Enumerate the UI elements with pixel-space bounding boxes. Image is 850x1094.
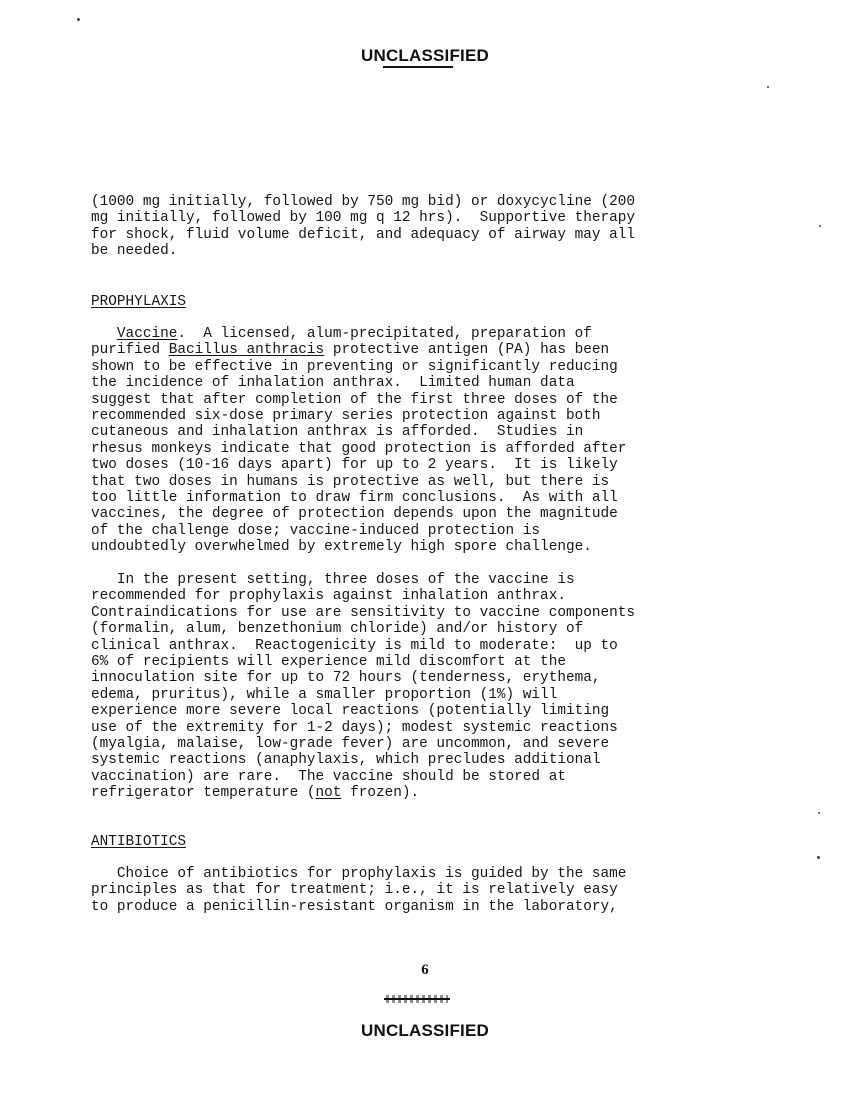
- antibiotics-heading: ANTIBIOTICS: [91, 834, 186, 850]
- vaccine-text-b: protective antigen (PA) has been shown to be effective in preventing or significantly reducing the incidence of inhalation anthrax. Limited human data suggest that after completion of the first three doses of the recommended six-dose primary series protection against both cutaneous and inhalation anthrax is afforded. Studies in rhesus monkeys indicate that good protection is afforded after two doses (10-16 days apart) for up to 2 years. It is likely that two doses in humans is protective as well, but there is too little information to draw firm conclusions. As with all vaccines, the degree of protection depends upon the magnitude of the challenge dose; vaccine-induced protection is undoubtedly overwhelmed by extremely high spore challenge.: [91, 342, 627, 556]
- scan-speck: [767, 86, 769, 88]
- page-number: 6: [421, 962, 429, 978]
- scan-speck: [818, 812, 820, 814]
- not-emphasis: not: [315, 785, 342, 802]
- bottom-classification-marking: UNCLASSIFIED: [360, 1021, 490, 1040]
- vaccine-indent: [91, 326, 117, 342]
- setting-text-b: frozen).: [341, 785, 420, 802]
- setting-paragraph: [91, 572, 791, 802]
- top-struck-marking: [383, 62, 453, 72]
- prophylaxis-heading: PROPHYLAXIS: [91, 294, 186, 310]
- continuation-paragraph: (1000 mg initially, followed by 750 mg bid) or doxycycline (200 mg initially, followed by 100 mg q 12 hrs). Supportive therapy for shock, fluid volume deficit, and adequacy of airway may all be needed.: [91, 194, 636, 260]
- scan-speck: [817, 856, 820, 859]
- scan-speck: [819, 225, 821, 227]
- vaccine-label: Vaccine: [116, 326, 178, 342]
- antibiotics-paragraph: Choice of antibiotics for prophylaxis is guided by the same principles as that for treatment; i.e., it is relatively easy to produce a penicillin-resistant organism in the laboratory,: [91, 866, 627, 915]
- scan-speck: [77, 18, 80, 21]
- top-classification-marking: UNCLASSIFIED: [360, 46, 490, 65]
- top-strikethrough-bar: [383, 66, 453, 68]
- vaccine-text-a: . A licensed, alum-precipitated, preparation of purified: [91, 326, 592, 359]
- organism-name: Bacillus anthracis: [168, 342, 325, 359]
- bottom-strikethrough-bar: [384, 998, 450, 1000]
- vaccine-paragraph: [91, 326, 791, 556]
- setting-text-a: In the present setting, three doses of the vaccine is recommended for prophylaxis against inhalation anthrax. Contraindications for use are sensitivity to vaccine components (formalin, alum, benzethonium chloride) and/or history of clinical anthrax. Reactogenicity is mild to moderate: up to 6% of recipients will experience mild discomfort at the innoculation site for up to 72 hours (tenderness, erythema, edema, pruritus), while a smaller proportion (1%) will experience more severe local reactions (potentially limiting use of the extremity for 1-2 days); modest systemic reactions (myalgia, malaise, low-grade fever) are uncommon, and severe systemic reactions (anaphylaxis, which precludes additional vaccination) are rare. The vaccine should be stored at refrigerator temperature (: [91, 572, 636, 802]
- bottom-struck-marking: [384, 994, 450, 1004]
